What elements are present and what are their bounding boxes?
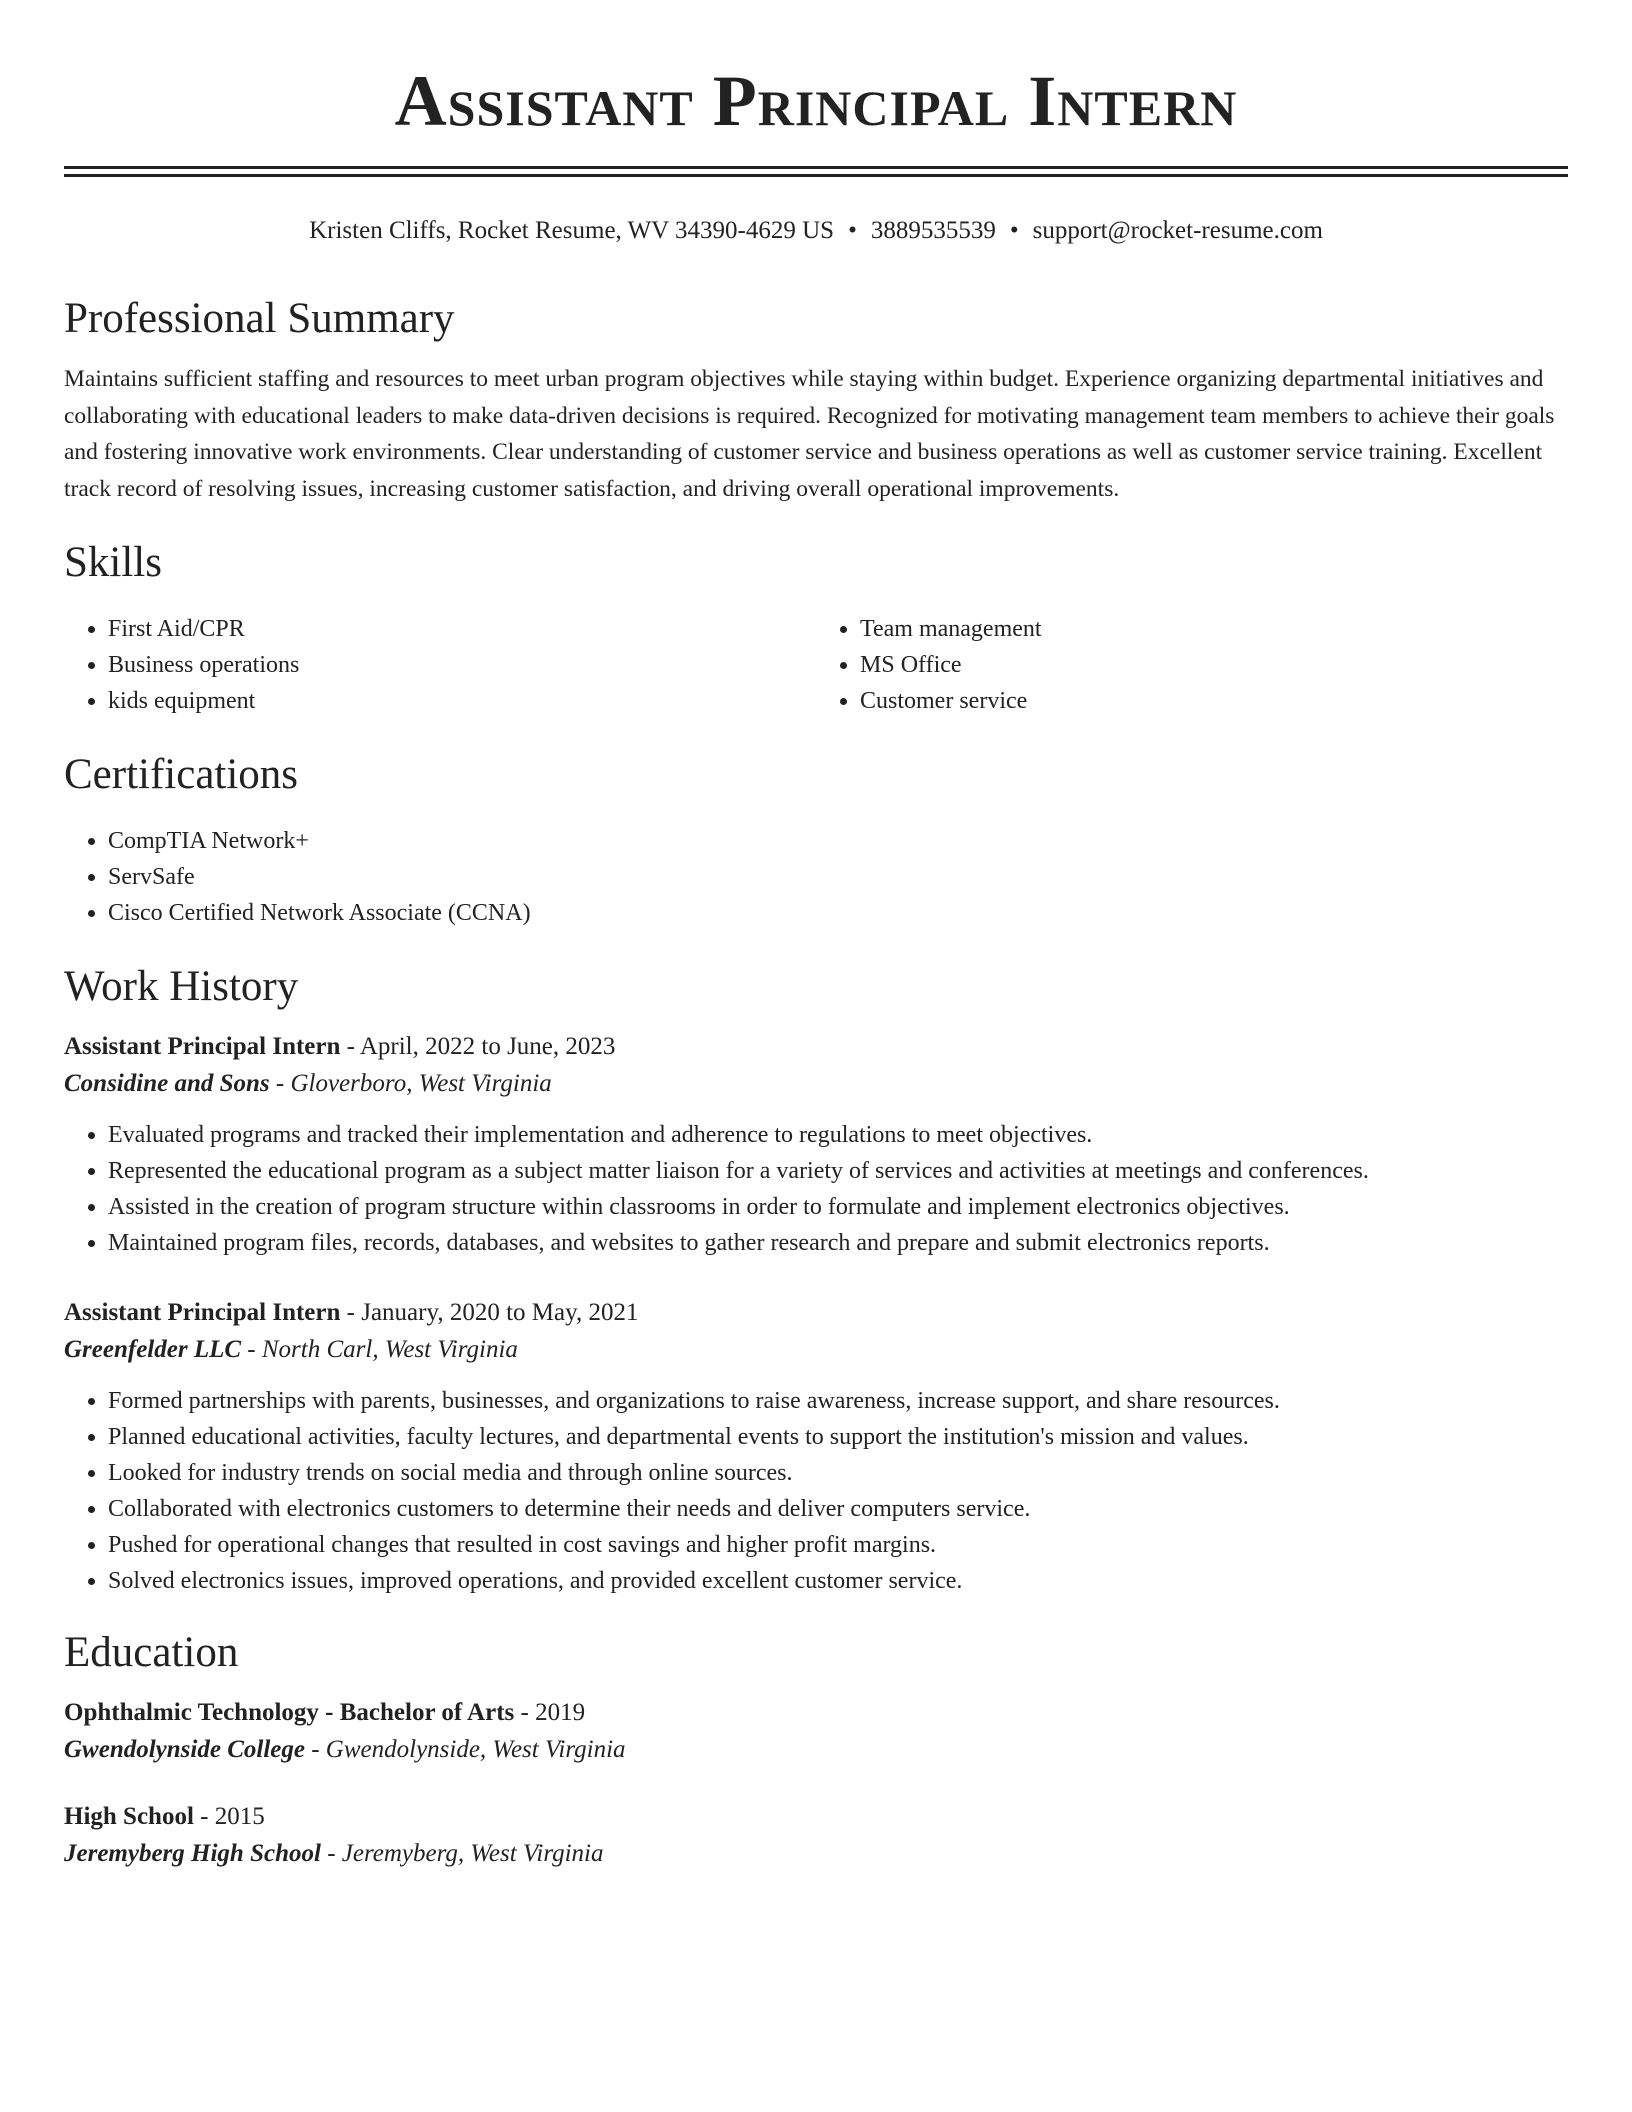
skills-columns [64,611,1568,719]
skill-item: • First Aid/CPR [108,611,816,647]
education-degree: High School [64,1803,194,1830]
job-entry [64,1029,1568,1261]
job-title: Assistant Principal Intern [64,1299,341,1326]
skills-list-left [64,611,816,719]
education-school-line [64,1731,1568,1769]
education-entry [64,1695,1568,1769]
contact-email: support@rocket-resume.com [1032,217,1323,244]
education-degree: Ophthalmic Technology - Bachelor of Arts [64,1699,515,1726]
job-dates: - April, 2022 to June, 2023 [340,1033,616,1060]
education-degree-line [64,1695,1568,1731]
job-bullet: • Represented the educational program as a subject matter liaison for a variety of services and activities at meetings and conferences. [108,1153,1568,1189]
education-location: - Jeremyberg, West Virginia [320,1840,604,1867]
job-location: - North Carl, West Virginia [241,1336,518,1363]
skills-heading: Skills [64,539,162,586]
job-title-line [64,1029,1568,1065]
job-company: Greenfelder LLC [64,1336,242,1363]
job-bullets [64,1117,1568,1261]
job-bullet: • Looked for industry trends on social media and through online sources. [108,1455,1568,1491]
job-location: - Gloverboro, West Virginia [269,1070,552,1097]
education-degree-line [64,1799,1568,1835]
summary-text: Maintains sufficient staffing and resources to meet urban program objectives while staying within budget. Experience organizing departmental initiatives and collaborating with educational leaders to make data-driven decisions is required. Recognized for motivating management team members to achieve their goals and fostering innovative work environments. Clear understanding of customer service and business operations as well as customer service training. Excellent track record of resolving issues, increasing customer satisfaction, and driving overall operational improvements. [64,366,1555,502]
job-bullet: • Collaborated with electronics customers to determine their needs and deliver computers service. [108,1491,1568,1527]
contact-line [64,215,1568,247]
education-school: Gwendolynside College [64,1736,305,1763]
contact-separator: • [848,217,857,244]
work-history-heading: Work History [64,963,299,1010]
education-location: - Gwendolynside, West Virginia [304,1736,626,1763]
certification-item: • CompTIA Network+ [108,823,1568,859]
job-bullet: • Evaluated programs and tracked their implementation and adherence to regulations to meet objectives. [108,1117,1568,1153]
job-title-line [64,1295,1568,1331]
contact-phone: 3889535539 [870,217,996,244]
resume-title: Assistant Principal Intern [394,61,1238,141]
job-company-line [64,1331,1568,1369]
education-year: - 2015 [193,1803,265,1830]
job-bullet: • Maintained program files, records, databases, and websites to gather research and prepare and submit electronics reports. [108,1225,1568,1261]
skill-item: • Customer service [860,683,1568,719]
certifications-list [64,823,1568,931]
education-school-line [64,1835,1568,1873]
summary-heading: Professional Summary [64,295,455,342]
job-bullets [64,1383,1568,1599]
job-bullet: • Solved electronics issues, improved operations, and provided excellent customer service. [108,1563,1568,1599]
certification-item: • Cisco Certified Network Associate (CCNA) [108,895,1568,931]
job-entry [64,1295,1568,1599]
job-company: Considine and Sons [64,1070,270,1097]
certifications-heading: Certifications [64,751,299,798]
education-year: - 2019 [514,1699,586,1726]
certification-item: • ServSafe [108,859,1568,895]
skills-list-right [816,611,1568,719]
job-title: Assistant Principal Intern [64,1033,341,1060]
job-bullet: • Pushed for operational changes that resulted in cost savings and higher profit margins. [108,1527,1568,1563]
job-company-line [64,1065,1568,1103]
skill-item: • Business operations [108,647,816,683]
title-divider [64,166,1568,177]
skill-item: • kids equipment [108,683,816,719]
skill-item: • MS Office [860,647,1568,683]
education-heading: Education [64,1629,239,1676]
education-entry [64,1799,1568,1873]
contact-separator: • [1009,217,1019,244]
job-bullet: • Assisted in the creation of program structure within classrooms in order to formulate and implement electronics objectives. [108,1189,1568,1225]
education-school: Jeremyberg High School [64,1840,321,1867]
job-dates: - January, 2020 to May, 2021 [340,1299,639,1326]
skill-item: • Team management [860,611,1568,647]
job-bullet: • Formed partnerships with parents, businesses, and organizations to raise awareness, increase support, and share resources. [108,1383,1568,1419]
contact-address: Kristen Cliffs, Rocket Resume, WV 34390-4629 US [309,217,835,244]
job-bullet: • Planned educational activities, faculty lectures, and departmental events to support the institution's mission and values. [108,1419,1568,1455]
